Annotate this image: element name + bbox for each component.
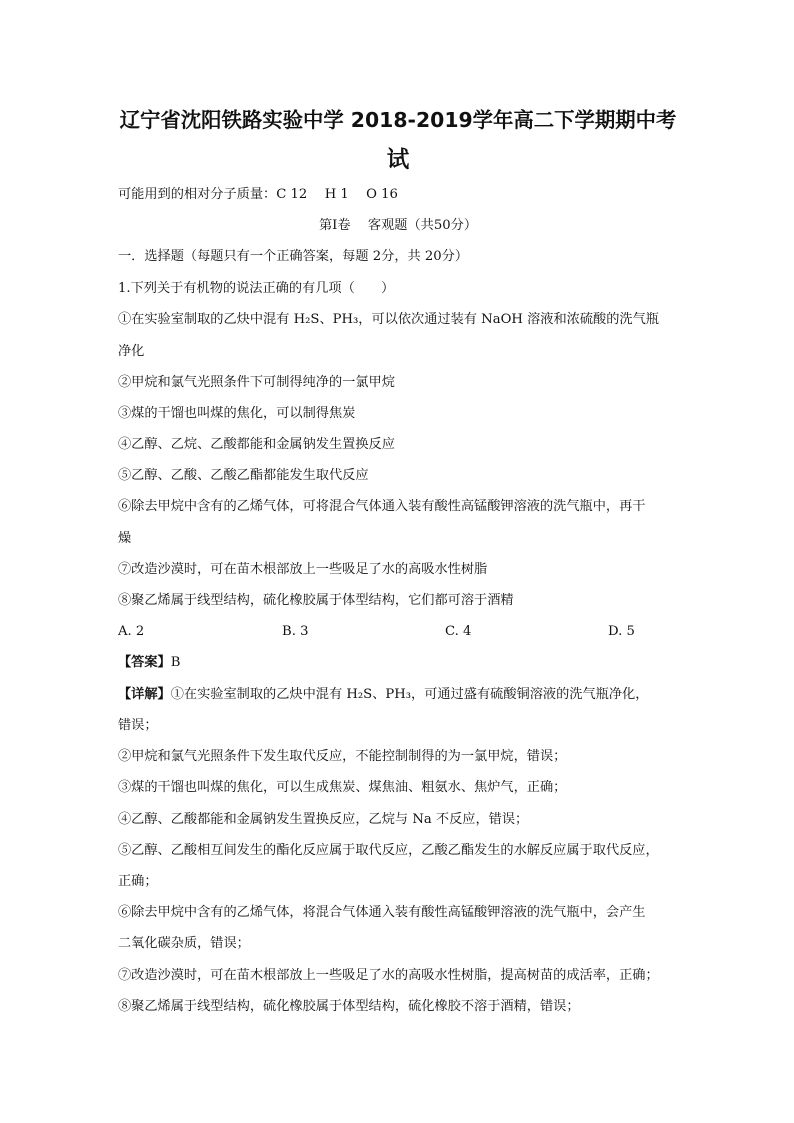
- explanation-line: 错误；: [118, 718, 158, 733]
- answer-label: 【答案】: [118, 655, 171, 670]
- answer-line: [118, 654, 180, 672]
- statement-line: ⑧聚乙烯属于线型结构，硫化橡胶属于体型结构，它们都可溶于酒精: [118, 593, 514, 608]
- statement-line: ⑤乙醇、乙酸、乙酸乙酯都能发生取代反应: [118, 468, 369, 483]
- explanation-label: 【详解】: [118, 687, 171, 702]
- statement-line: ②甲烷和氯气光照条件下可制得纯净的一氯甲烷: [118, 375, 395, 390]
- explanation-line: ③煤的干馏也叫煤的焦化，可以生成焦炭、煤焦油、粗氨水、焦炉气，正确；: [118, 780, 567, 795]
- section-heading: 第Ⅰ卷 客观题（共50分）: [318, 218, 478, 233]
- explanation-text: ①在实验室制取的乙炔中混有 H₂S、PH₃，可通过盛有硫酸铜溶液的洗气瓶净化，: [170, 687, 649, 702]
- explanation-line: ⑥除去甲烷中含有的乙烯气体，将混合气体通入装有酸性高锰酸钾溶液的洗气瓶中，会产生: [118, 905, 646, 920]
- explanation-line: [118, 686, 648, 704]
- statement-line: ①在实验室制取的乙炔中混有 H₂S、PH₃，可以依次通过装有 NaOH 溶液和浓硫酸的洗气瓶: [118, 312, 659, 327]
- explanation-line: ④乙醇、乙酸都能和金属钠发生置换反应，乙烷与 Na 不反应，错误；: [118, 812, 529, 827]
- explanation-line: ②甲烷和氯气光照条件下发生取代反应，不能控制制得的为一氯甲烷，错误；: [118, 749, 567, 764]
- question-stem: 1.下列关于有机物的说法正确的有几项（ ）: [118, 281, 395, 296]
- part-heading: 一．选择题（每题只有一个正确答案，每题 2分，共 20分）: [118, 249, 469, 264]
- explanation-line: ⑧聚乙烯属于线型结构，硫化橡胶属于体型结构，硫化橡胶不溶于酒精，错误；: [118, 999, 580, 1014]
- option-a: A. 2: [118, 624, 145, 639]
- statement-line: 净化: [118, 344, 145, 359]
- statement-line: ③煤的干馏也叫煤的焦化，可以制得焦炭: [118, 406, 356, 421]
- answer-value: B: [170, 655, 181, 670]
- option-d: D. 5: [608, 624, 635, 639]
- document-title-line-2: 试: [386, 147, 410, 173]
- statement-line: ⑦改造沙漠时，可在苗木根部放上一些吸足了水的高吸水性树脂: [118, 562, 488, 577]
- statement-line: ④乙醇、乙烷、乙酸都能和金属钠发生置换反应: [118, 437, 395, 452]
- option-b: B. 3: [282, 624, 309, 639]
- explanation-line: 正确；: [118, 874, 158, 889]
- relative-masses-note: 可能用到的相对分子质量：C 12 H 1 O 16: [118, 187, 398, 202]
- explanation-line: 二氧化碳杂质，错误；: [118, 936, 250, 951]
- explanation-line: ⑤乙醇、乙酸相互间发生的酯化反应属于取代反应，乙酸乙酯发生的水解反应属于取代反应，: [118, 843, 659, 858]
- statement-line: 燥: [118, 531, 132, 546]
- explanation-line: ⑦改造沙漠时，可在苗木根部放上一些吸足了水的高吸水性树脂，提高树苗的成活率，正确；: [118, 968, 659, 983]
- option-c: C. 4: [445, 624, 472, 639]
- document-title-line-1: 辽宁省沈阳铁路实验中学 2018-2019学年高二下学期期中考: [119, 108, 677, 132]
- statement-line: ⑥除去甲烷中含有的乙烯气体，可将混合气体通入装有酸性高锰酸钾溶液的洗气瓶中，再干: [118, 499, 646, 514]
